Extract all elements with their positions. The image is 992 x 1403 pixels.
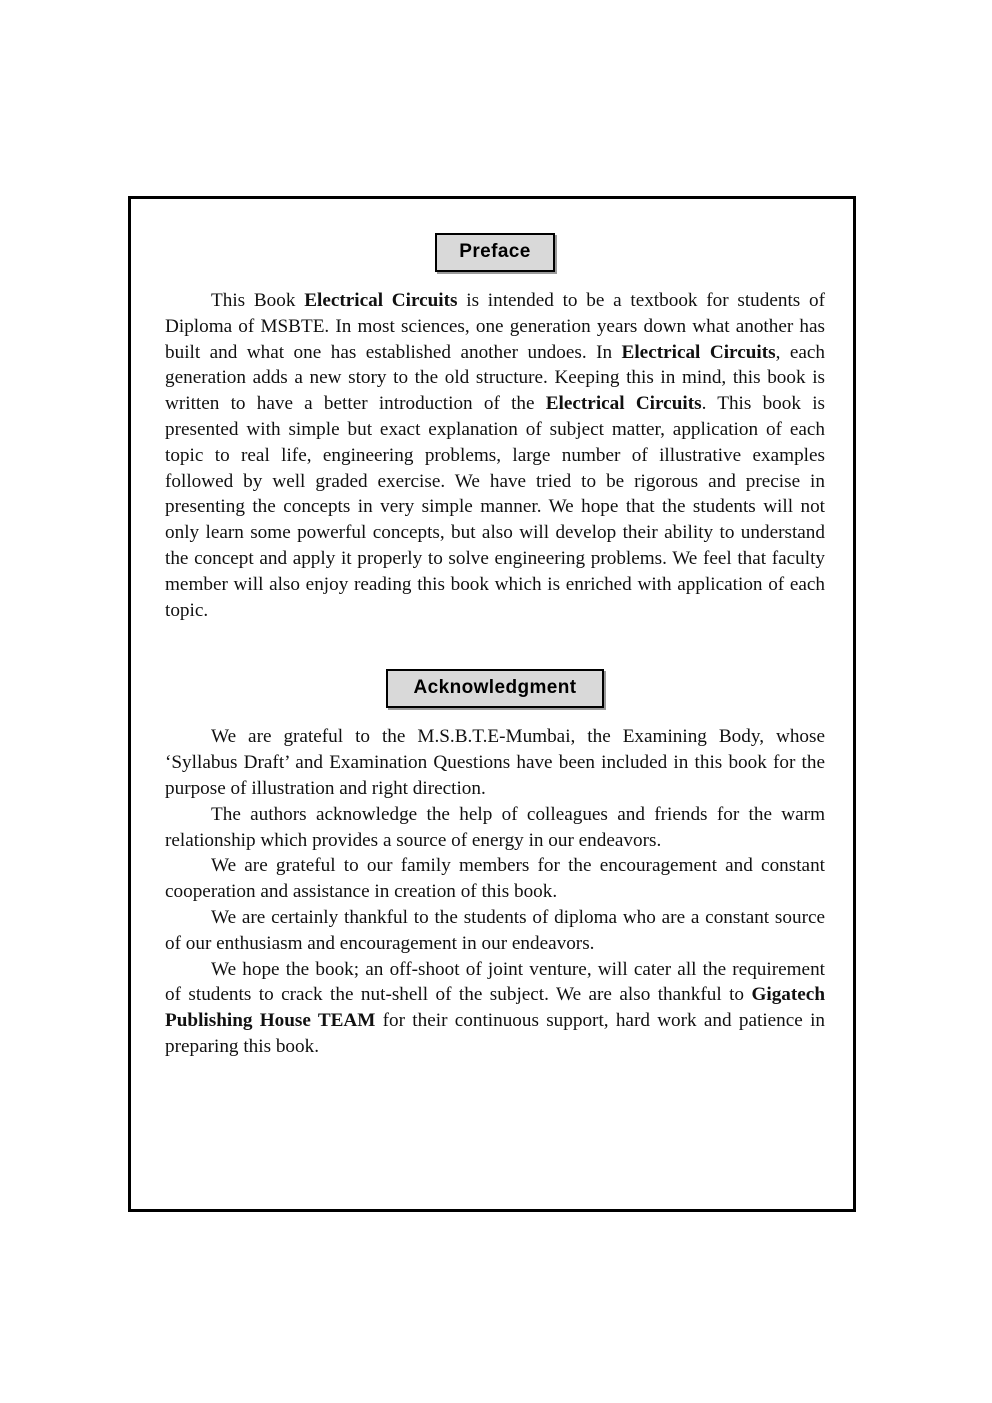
preface-heading: Preface [435,233,554,272]
preface-heading-wrapper [165,233,825,272]
acknowledgment-paragraph-4: We are certainly thankful to the students of diploma who are a constant source of our enthusiasm and encouragement in our endeavors. [165,906,825,954]
page-content [165,233,825,1060]
acknowledgment-paragraph-5: We hope the book; an off-shoot of joint venture, will cater all the requirement of students to crack the nut-shell of the subject. We are also thankful to Gigatech Publishing House TEAM for their continuous support, hard work and patience in preparing this book. [165,958,825,1057]
acknowledgment-heading-wrapper [165,669,825,708]
section-acknowledgment [165,669,825,1059]
acknowledgment-paragraph-3: We are grateful to our family members for the encouragement and constant cooperation and assistance in creation of this book. [165,855,825,903]
section-preface [165,233,825,623]
acknowledgment-heading: Acknowledgment [386,669,605,708]
acknowledgment-paragraph-1: We are grateful to the M.S.B.T.E-Mumbai, the Examining Body, whose ‘Syllabus Draft’ and Examination Questions have been included in this book for the purpose of illustration and right direction. [165,726,825,799]
page-border [128,196,856,1212]
section-spacer [165,623,825,669]
preface-paragraph: This Book Electrical Circuits is intended to be a textbook for students of Diploma of MSBTE. In most sciences, one generation years down what another has built and what one has established another undoes. In Electrical Circuits, each generation adds a new story to the old structure. Keeping this in mind, this book is written to have a better introduction of the Electrical Circuits. This book is presented with simple but exact explanation of subject matter, application of each topic to real life, engineering problems, large number of illustrative examples followed by well graded exercise. We have tried to be rigorous and precise in presenting the concepts in very simple manner. We hope that the students will not only learn some powerful concepts, but also will develop their ability to understand the concept and apply it properly to solve engineering problems. We feel that faculty member will also enjoy reading this book which is enriched with application of each topic. [165,290,825,621]
acknowledgment-paragraph-2: The authors acknowledge the help of colleagues and friends for the warm relationship which provides a source of energy in our endeavors. [165,803,825,851]
